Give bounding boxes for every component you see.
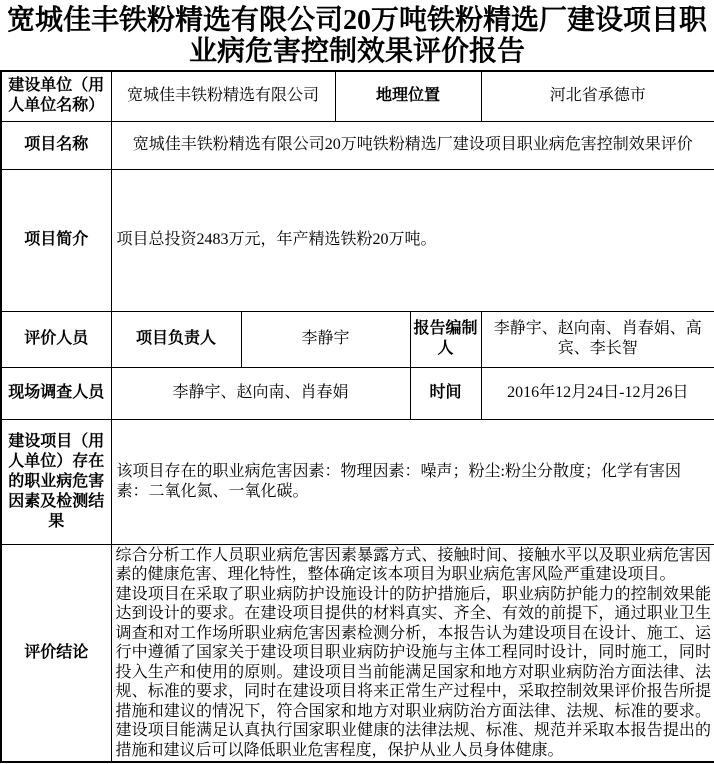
location-value: 河北省承德市 bbox=[481, 71, 714, 121]
conclusion-label: 评价结论 bbox=[1, 544, 111, 762]
project-leader-value: 李静宇 bbox=[241, 311, 410, 367]
evaluators-label: 评价人员 bbox=[1, 311, 111, 367]
report-table bbox=[0, 70, 714, 763]
row-project-name bbox=[1, 121, 714, 169]
construction-unit-value: 宽城佳丰铁粉精选有限公司 bbox=[111, 71, 335, 121]
row-site-investigators bbox=[1, 367, 714, 419]
site-investigators-value: 李静宇、赵向南、肖春娟 bbox=[111, 367, 410, 419]
project-intro-label: 项目简介 bbox=[1, 169, 111, 311]
report-compiler-label: 报告编制人 bbox=[410, 311, 481, 367]
location-label: 地理位置 bbox=[335, 71, 481, 121]
time-label: 时间 bbox=[410, 367, 481, 419]
project-name-value: 宽城佳丰铁粉精选有限公司20万吨铁粉精选厂建设项目职业病危害控制效果评价 bbox=[111, 121, 714, 169]
row-hazard-factors bbox=[1, 419, 714, 544]
project-intro-value: 项目总投资2483万元，年产精选铁粉20万吨。 bbox=[111, 169, 714, 311]
page-title: 宽城佳丰铁粉精选有限公司20万吨铁粉精选厂建设项目职业病危害控制效果评价报告 bbox=[6, 5, 707, 67]
conclusion-paragraph-1: 综合分析工作人员职业病危害因素暴露方式、接触时间、接触水平以及职业病危害因素的健康危害、理化特性，整体确定该本项目为职业病危害风险严重建设项目。 bbox=[115, 546, 712, 583]
conclusion-paragraph-2: 建设项目在采取了职业病防护设施设计的防护措施后，职业病防护能力的控制效果能达到设计的要求。在建设项目提供的材料真实、齐全、有效的前提下，通过职业卫生调查和对工作场所职业病危害因素检测分析，本报告认为建设项目在设计、施工、运行中遵循了国家关于建设项目职业病防护设施与主体工程同时设计，同时施工，同时投入生产和使用的原则。建设项目当前能满足国家和地方对职业病防治方面法律、法规、标准的要求，同时在建设项目将来正常生产过程中，采取控制效果评价报告所提措施和建议的情况下，符合国家和地方对职业病防治方面法律、法规、标准的要求。建设项目能满足认真执行国家职业健康的法律法规、标准、规范并采取本报告提出的措施和建议后可以降低职业危害程度，保护从业人员身体健康。 bbox=[115, 585, 712, 759]
row-evaluators bbox=[1, 311, 714, 367]
hazard-factors-value: 该项目存在的职业病危害因素：物理因素：噪声；粉尘:粉尘分散度；化学有害因素：二氧化氮、一氧化碳。 bbox=[111, 419, 714, 544]
project-name-label: 项目名称 bbox=[1, 121, 111, 169]
row-project-intro bbox=[1, 169, 714, 311]
project-leader-label: 项目负责人 bbox=[111, 311, 241, 367]
hazard-factors-label: 建设项目（用人单位）存在的职业病危害因素及检测结果 bbox=[1, 419, 111, 544]
time-value: 2016年12月24日-12月26日 bbox=[481, 367, 714, 419]
row-construction-unit bbox=[1, 71, 714, 121]
row-conclusion bbox=[1, 544, 714, 762]
construction-unit-label: 建设单位（用人单位名称） bbox=[1, 71, 111, 121]
conclusion-value bbox=[111, 544, 714, 762]
report-compiler-value: 李静宇、赵向南、肖春娟、高宾、李长智 bbox=[481, 311, 714, 367]
site-investigators-label: 现场调查人员 bbox=[1, 367, 111, 419]
